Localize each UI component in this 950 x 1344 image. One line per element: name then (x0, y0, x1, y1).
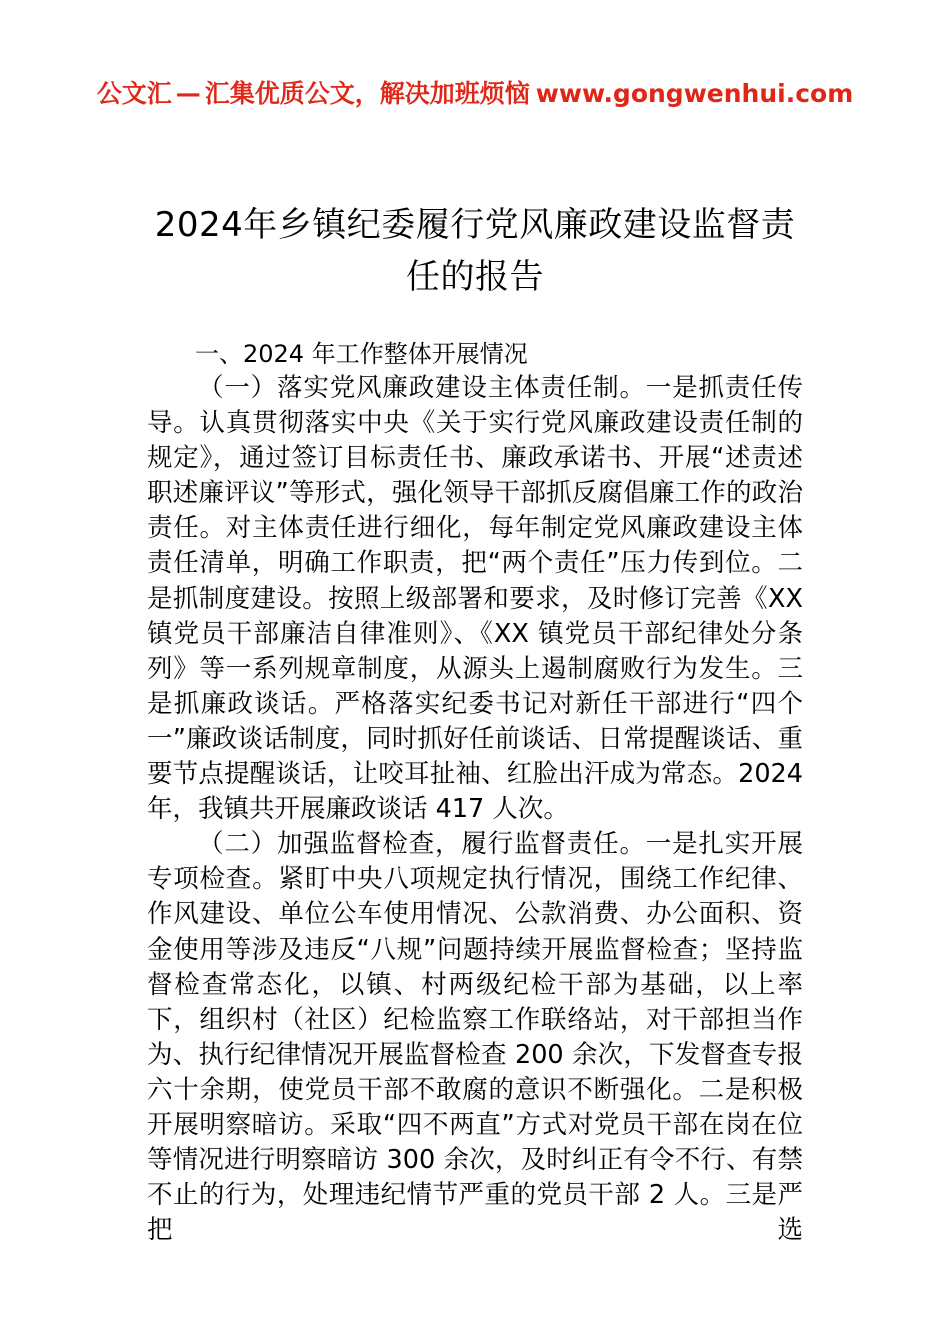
document-body (147, 338, 803, 1248)
site-watermark-banner (0, 78, 950, 110)
site-tagline: 汇集优质公文，解决加班烦恼 (204, 79, 530, 108)
site-brand-name: 公文汇 (96, 79, 172, 108)
section-heading-1: 一、2024 年工作整体开展情况 (195, 340, 528, 368)
site-url: www.gongwenhui.com (535, 79, 854, 108)
paragraph-section-1-1: （一）落实党风廉政建设主体责任制。一是抓责任传导。认真贯彻落实中央《关于实行党风廉政建设责任制的规定》，通过签订目标责任书、廉政承诺书、开展“述责述职述廉评议”等形式，强化领导干部抓反腐倡廉工作的政治责任。对主体责任进行细化，每年制定党风廉政建设主体责任清单，明确工作职责，把“两个责任”压力传到位。二是抓制度建设。按照上级部署和要求，及时修订完善《XX 镇党员干部廉洁自律准则》、《XX 镇党员干部纪律处分条列》等一系列规章制度，从源头上遏制腐败行为发生。三是抓廉政谈话。严格落实纪委书记对新任干部进行“四个一”廉政谈话制度，同时抓好任前谈话、日常提醒谈话、重要节点提醒谈话，让咬耳扯袖、红脸出汗成为常态。2024 年，我镇共开展廉政谈话 417 人次。 (147, 373, 803, 825)
paragraph-section-1-2: （二）加强监督检查，履行监督责任。一是扎实开展专项检查。紧盯中央八项规定执行情况，围绕工作纪律、作风建设、单位公车使用情况、公款消费、办公面积、资金使用等涉及违反“八规”问题持续开展监督检查；坚持监督检查常态化，以镇、村两级纪检干部为基础，以上率下，组织村（社区）纪检监察工作联络站，对干部担当作为、执行纪律情况开展监督检查 200 余次，下发督查专报六十余期，使党员干部不敢腐的意识不断强化。二是积极开展明察暗访。采取“四不两直”方式对党员干部在岗在位等情况进行明察暗访 300 余次，及时纠正有令不行、有禁不止的行为，处理违纪情节严重的党员干部 2 人。三是严把选 (147, 829, 803, 1246)
banner-dash: — (175, 79, 201, 108)
document-title: 2024年乡镇纪委履行党风廉政建设监督责任的报告 (154, 204, 796, 297)
